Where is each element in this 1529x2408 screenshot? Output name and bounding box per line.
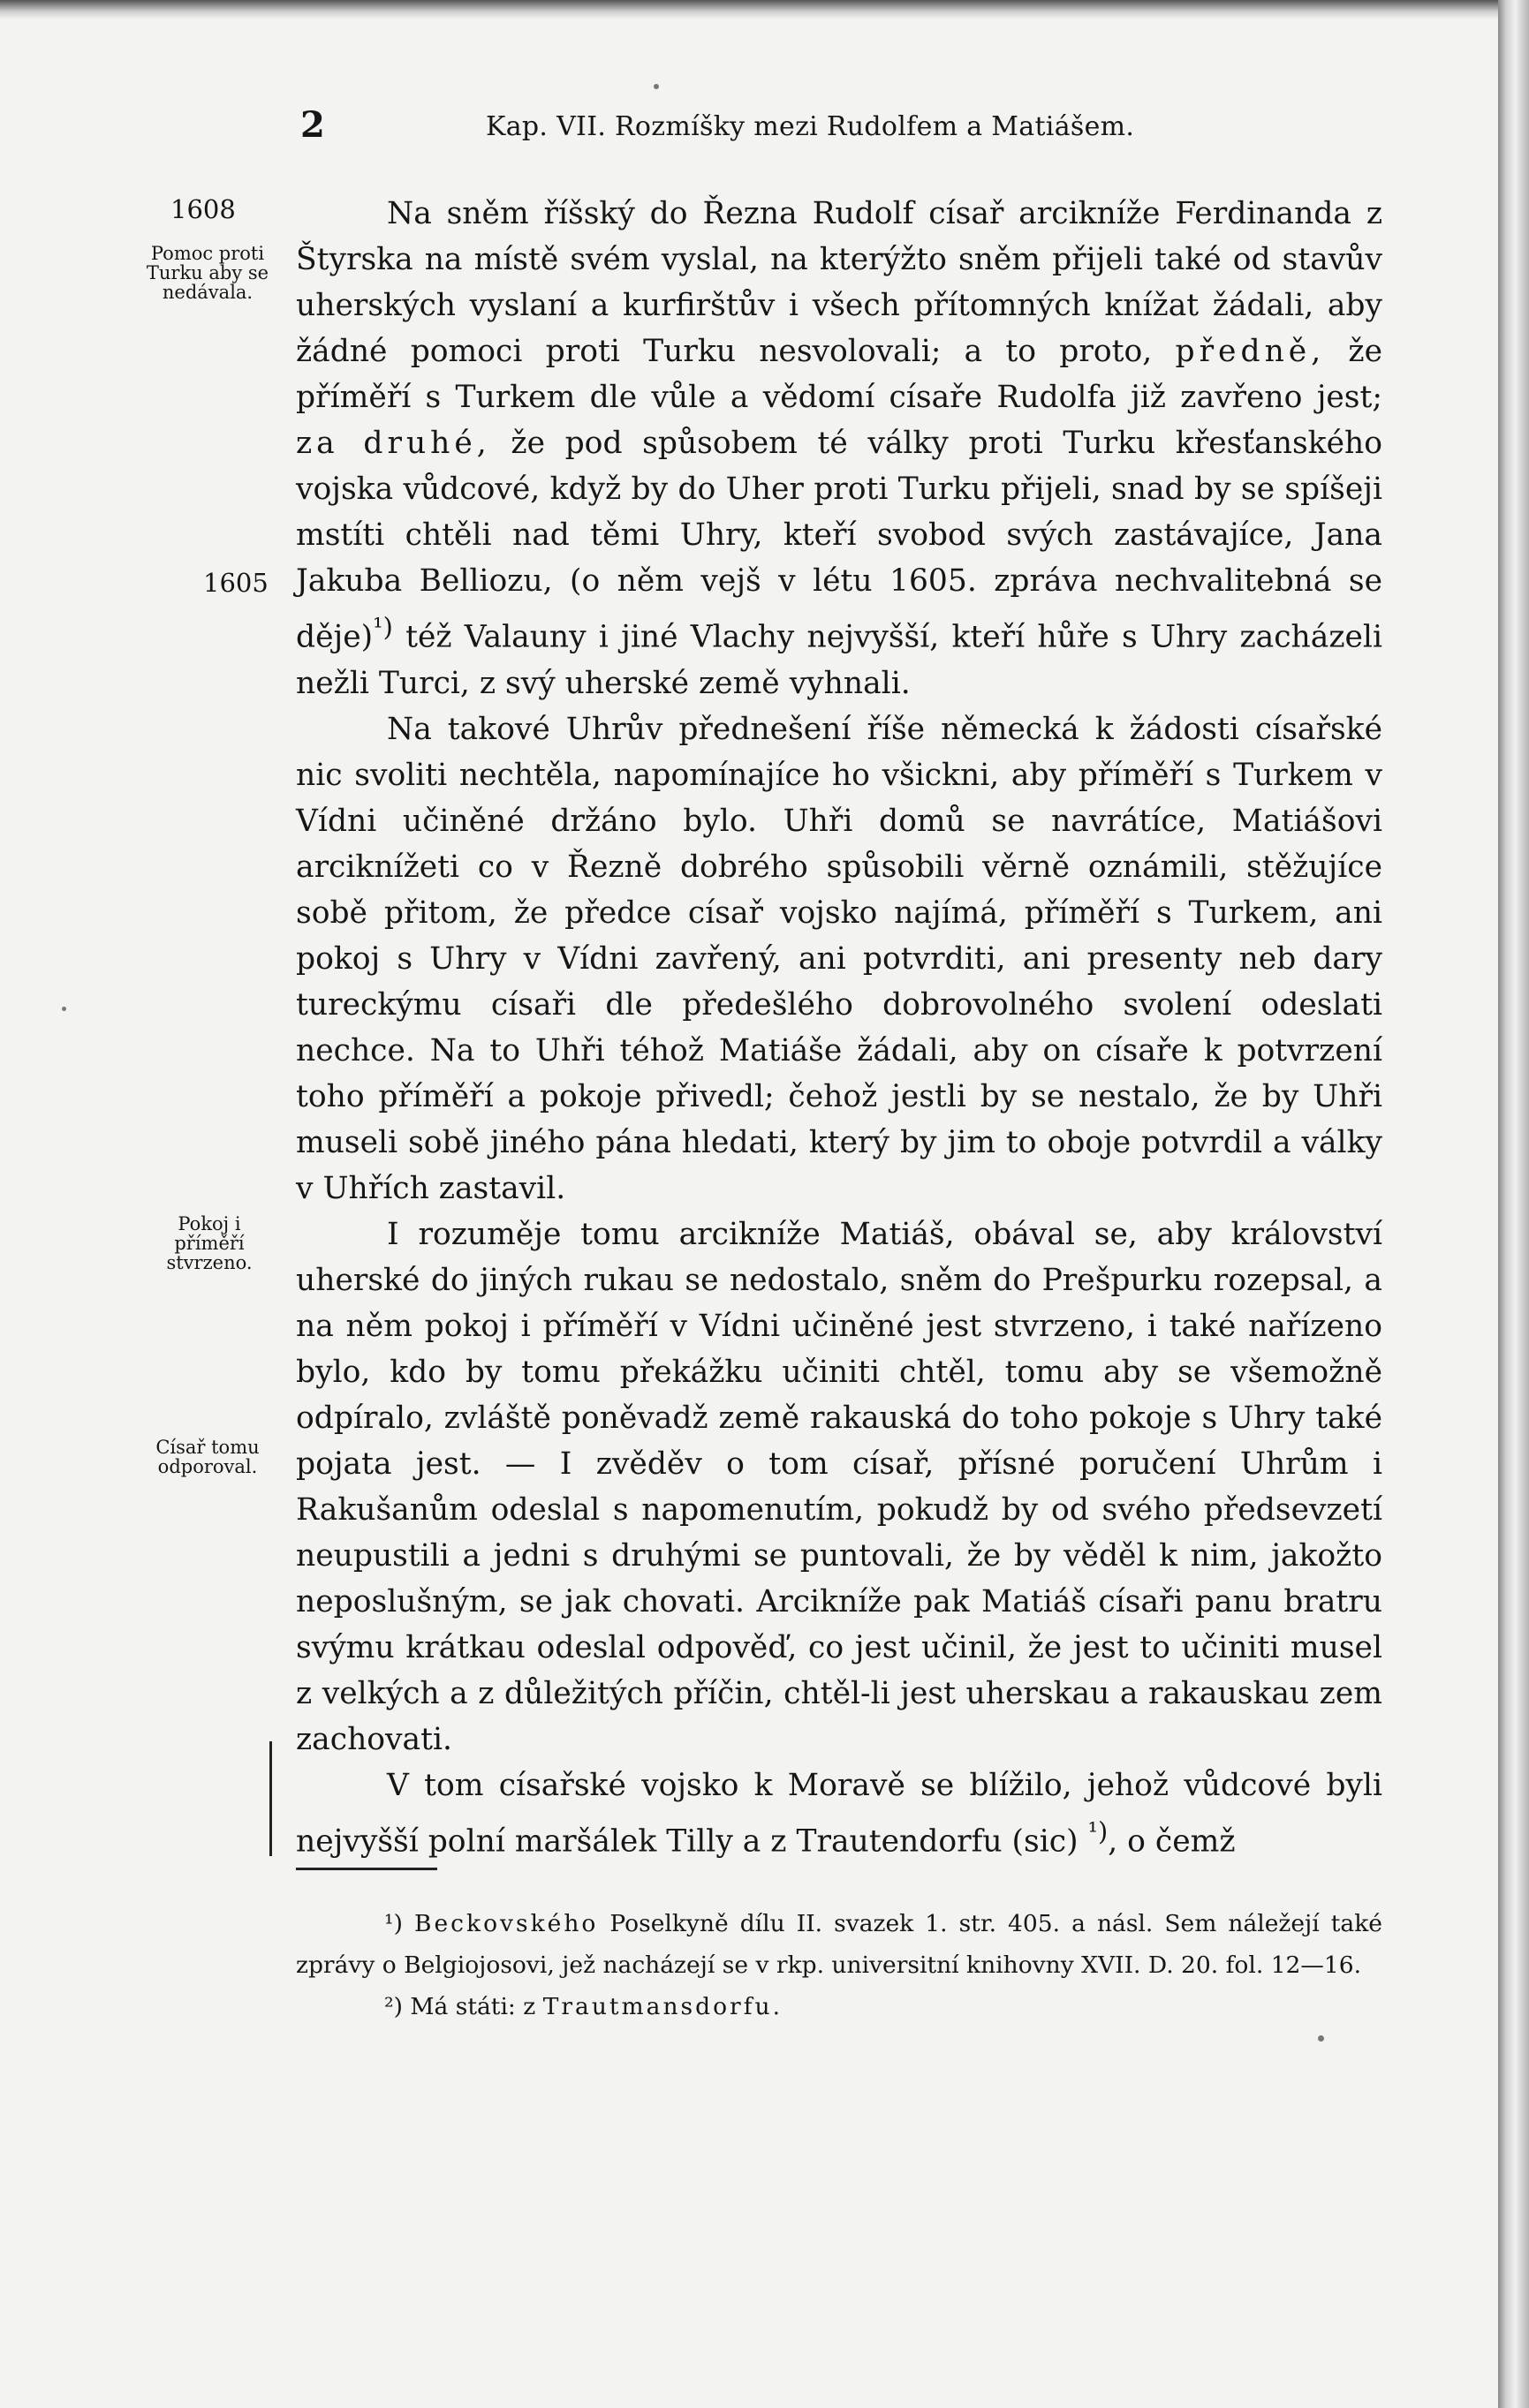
page-number: 2 bbox=[300, 104, 325, 146]
footnote-ref-2: ¹) bbox=[1087, 1815, 1109, 1846]
footnote-1: ¹) Beckovského Poselkyně dílu II. svazek 1. str. 405. a násl. Sem náležejí také zprávy o Belgiojosovi, jež nacházejí se v rkp. universitní knihovny XVII. D. 20. fol. 12—16. bbox=[296, 1910, 1382, 1979]
scan-speck bbox=[62, 1007, 66, 1011]
scan-speck bbox=[1318, 2035, 1324, 2042]
margin-year-1605: 1605 bbox=[203, 568, 269, 598]
scan-right-edge bbox=[1498, 0, 1529, 2408]
footnote-rule bbox=[296, 1868, 437, 1870]
spaced-predne: předně, bbox=[1175, 334, 1326, 369]
paragraph-1: Na sněm říšský do Řezna Rudolf císař arcikníže Ferdinanda z Štyrska na místě svém vyslal, na kterýžto sněm přijeli také od stavův uherských vyslaní a kurfirštův i všech přítomných knížat žádali, aby žádné pomoci proti Turku nesvolovali; a to proto, předně, že příměří s Turkem dle vůle a vědomí císaře Rudolfa již zavřeno jest; za druhé, že pod spůsobem té války proti Turku křesťanského vojska vůdcové, když by do Uher proti Turku přijeli, snad by se spíšeji mstíti chtěli nad těmi Uhry, kteří svobod svých zastávajíce, Jana Jakuba Belliozu, (o něm vejš v létu 1605. zpráva nechvalitebná se děje)$^{^1)}$ též Valauny i jiné Vlachy nejvyšší, kteří hůře s Uhry zacházeli nežli Turci, z svý uherské země vyhnali. bbox=[296, 196, 1383, 701]
scan-top-edge bbox=[0, 0, 1502, 19]
margin-note-pomoc: Pomoc proti Turku aby se nedávala. bbox=[146, 243, 269, 303]
footnote-ref-1: ¹) bbox=[373, 612, 393, 642]
paragraph-2: Na takové Uhrův přednešení říše německá k žádosti císařské nic svoliti nechtěla, napomínajíce ho všickni, aby příměří s Turkem v Vídni učiněné držáno bylo. Uhři domů se navrátíce, Matiášovi arciknížeti co v Řezně dobrého spůsobili věrně oznámili, stěžujíce sobě přitom, že předce císař vojsko najímá, příměří s Turkem, ani pokoj s Uhry v Vídni zavřený, ani potvrditi, ani presenty neb dary tureckýmu císaři dle předešlého dobrovolného svolení odeslati nechce. Na to Uhři téhož Matiáše žádali, aby on císaře k potvrzení toho příměří a pokoje přivedl; čehož jestli by se nestalo, že by Uhři museli sobě jiného pána hledati, který by jim to oboje potvrdil a války v Uhřích zastavil. bbox=[296, 711, 1382, 1206]
footnotes bbox=[296, 1903, 1382, 2027]
paragraph-3: I rozuměje tomu arcikníže Matiáš, obával se, aby království uherské do jiných rukau se nedostalo, sněm do Prešpurku rozepsal, a na něm pokoj i příměří v Vídni učiněné jest stvrzeno, i také nařízeno bylo, kdo by tomu překážku učiniti chtěl, tomu aby se všemožně odpíralo, zvláště poněvadž země rakauská do toho pokoje s Uhry také pojata jest. — I zvěděv o tom císař, přísné poručení Uhrům i Rakušanům odeslal s napomenutím, pokudž by od svého předsevzetí neupustili a jedni s druhými se puntovali, že by věděl k nim, jakožto neposlušným, se jak chovati. Arcikníže pak Matiáš císaři panu bratru svýmu krátkau odeslal odpověď, co jest učinil, že jest to učiniti musel z velkých a z důležitých příčin, chtěl-li jest uherskau a rakauskau zem zachovati. bbox=[296, 1216, 1382, 1757]
margin-year-1608: 1608 bbox=[170, 194, 236, 224]
margin-note-pokoj: Pokoj i příměří stvrzeno. bbox=[166, 1213, 253, 1273]
spaced-za-druhe: za druhé, bbox=[296, 426, 491, 461]
margin-rule bbox=[269, 1741, 272, 1856]
margin-note-cisar: Císař tomu odporoval. bbox=[155, 1437, 260, 1477]
running-head: Kap. VII. Rozmíšky mezi Rudolfem a Matiášem. bbox=[486, 111, 1135, 142]
scan-speck bbox=[654, 84, 659, 89]
page-header bbox=[300, 104, 1396, 157]
footnote-2: ²) Má státi: z Trautmansdorfu. bbox=[384, 1993, 783, 2020]
paragraph-4: V tom císařské vojsko k Moravě se blížilo, jehož vůdcové byli nejvyšší polní maršálek Tilly a z Trautendorfu (sic) $^{^1)}$, o čemž bbox=[296, 1767, 1382, 1859]
body-text bbox=[296, 191, 1382, 1864]
